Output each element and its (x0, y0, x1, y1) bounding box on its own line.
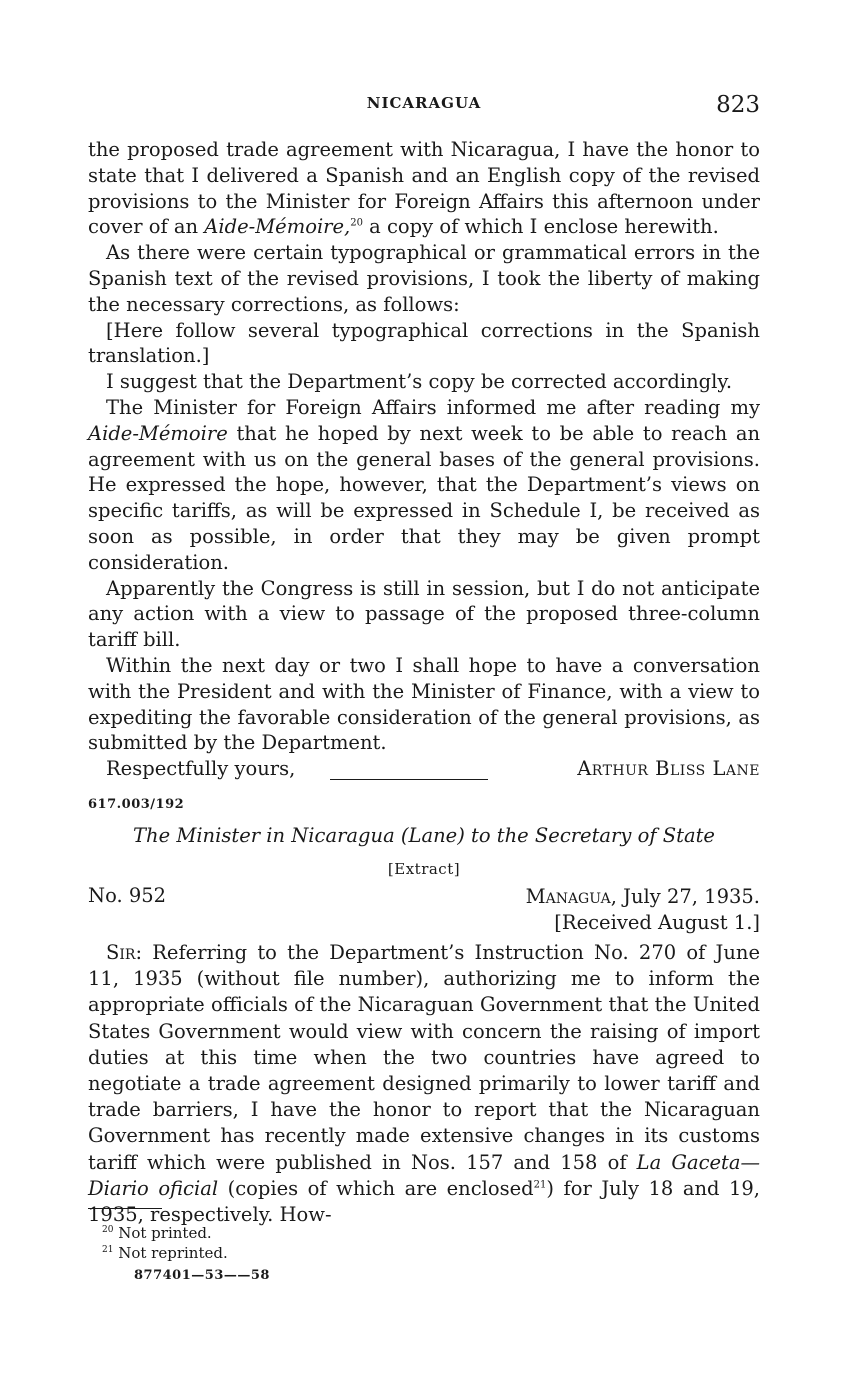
running-head (88, 92, 760, 120)
paragraph-5 (88, 395, 760, 576)
letter-text-a: : Referring to the Department’s Instruction No. 270 of June 11, 1935 (without file number), authorizing me to inform the appropriate officials of the Nicaraguan Government that the United States Government would view with concern the raising of import duties at this time when the two countries have agreed to negotiate a trade agreement designed primarily to lower tariff and trade barriers, I have the honor to report that the Nicaraguan Government has recently made extensive changes in its customs tariff which were published in Nos. 157 and 158 of (88, 941, 760, 1174)
file-number: 617.003/192 (88, 797, 185, 812)
letter-text-c: ) for July 18 and 19, 1935, respectively. How- (88, 1176, 761, 1227)
paragraph-1 (88, 137, 760, 240)
extract-label: [Extract] (387, 860, 461, 878)
aide-memoire-italic: Aide-Mémoire, (204, 215, 351, 239)
place: Managua (525, 885, 611, 908)
dateline (526, 884, 760, 936)
footnote-21-mark: 21 (102, 1245, 114, 1255)
footnote-ref-21: 21 (533, 1179, 547, 1191)
document-title (88, 824, 760, 847)
letter-body (88, 940, 760, 1228)
date: , July 27, 1935. (610, 885, 760, 908)
paragraph-7: Within the next day or two I shall hope to have a conversation with the President and with the Minister of Finance, with a view to expediting the favorable consideration of the general provisions, as submitted by the Department. (88, 653, 760, 755)
footnote-20-mark: 20 (102, 1225, 114, 1235)
letter-text-b: (copies of which are enclosed (218, 1176, 534, 1200)
document-number: No. 952 (88, 884, 167, 907)
place-date (526, 884, 760, 910)
footnote-rule (88, 1208, 162, 1209)
footnotes (102, 1222, 228, 1262)
paragraph-6: Apparently the Congress is still in session, but I do not anticipate any action with a view to passage of the proposed three-column tariff bill. (88, 576, 760, 652)
aide-memoire-italic-2: Aide-Mémoire (88, 421, 228, 445)
signature: Arthur Bliss Lane (577, 757, 760, 781)
footnote-20-text: Not printed. (118, 1224, 212, 1242)
document-title-name: Lane (408, 824, 458, 847)
paragraph-1-text-a: the proposed trade agreement with Nicaragua, I have the honor to state that I delivered a Spanish and an English copy of the revised provisions to the Minister for Foreign Affairs this afternoon under cover of an (88, 138, 760, 239)
paragraph-2: As there were certain typographical or grammatical errors in the Spanish text of the revised provisions, I took the liberty of making the necessary corrections, as follows: (88, 241, 760, 316)
running-title: NICARAGUA (366, 94, 482, 112)
printer-imprint: 877401—53——58 (134, 1268, 270, 1283)
letter-continuation (88, 137, 760, 782)
document-title-b: ) to the Secretary of State (457, 824, 715, 847)
paragraph-1-text-b: a copy of which I enclose herewith. (362, 215, 719, 239)
page-number: 823 (716, 92, 760, 118)
footnote-ref-20: 20 (350, 217, 363, 229)
footnote-21 (102, 1242, 228, 1262)
section-divider (330, 779, 488, 780)
gazette-title-italic: La Gaceta—Diario oficial (88, 1150, 761, 1200)
document-title-a: The Minister in Nicaragua ( (133, 824, 409, 847)
letter-paragraph (88, 940, 760, 1228)
editorial-note: [Here follow several typographical corrections in the Spanish translation.] (88, 318, 760, 368)
closing-salutation: Respectfully yours, (106, 757, 296, 781)
letter-salutation: Sir (106, 941, 136, 964)
received-date: [Received August 1.] (554, 911, 760, 934)
paragraph-5-text-a: The Minister for Foreign Affairs informed me after reading my (106, 395, 760, 419)
footnote-21-text: Not reprinted. (118, 1244, 228, 1262)
footnote-20 (102, 1222, 228, 1242)
paragraph-4: I suggest that the Department’s copy be corrected accordingly. (106, 370, 733, 394)
paragraph-5-text-b: that he hoped by next week to be able to reach an agreement with us on the general bases of the general provisions. He expressed the hope, however, that the Department’s views on specific tariffs, as will be expressed in Schedule I, be received as soon as possible, in order that they may be given prompt consideration. (88, 421, 760, 574)
